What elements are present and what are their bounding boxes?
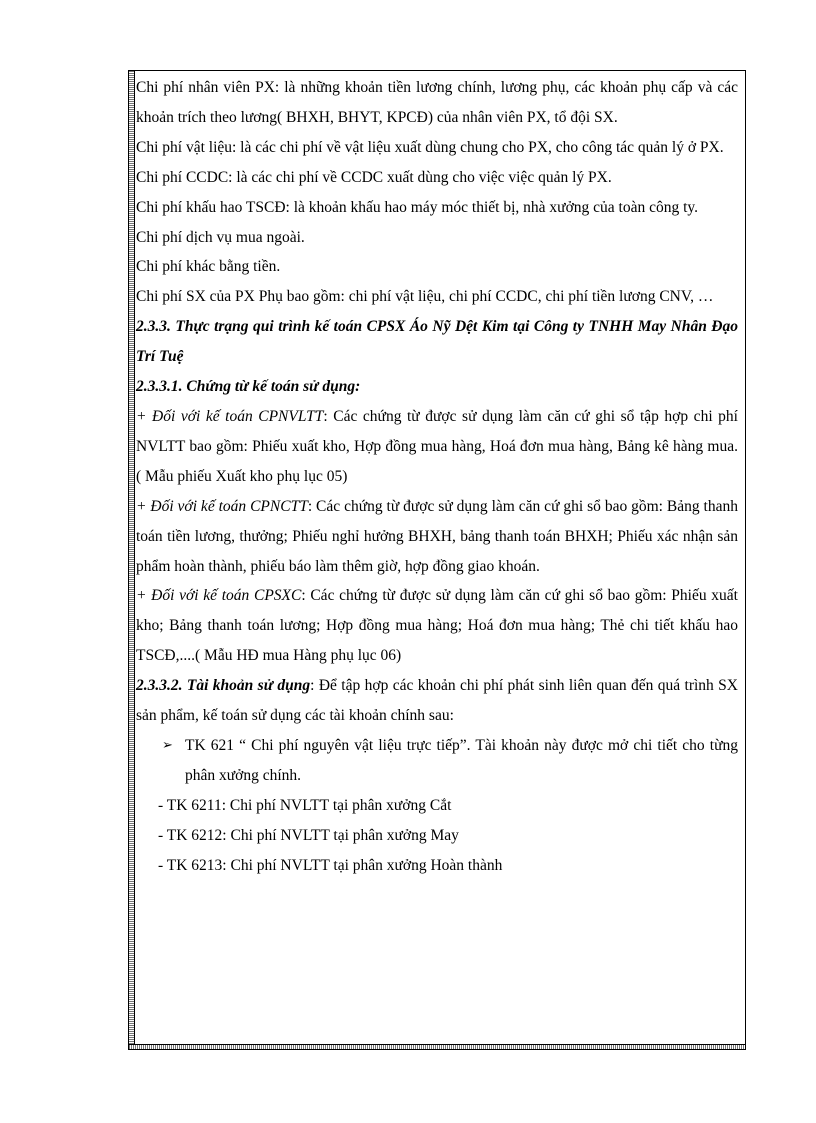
bullet-tk-621-text: TK 621 “ Chi phí nguyên vật liệu trực tiếp”. Tài khoản này được mở chi tiết cho từng phân xưởng chính.: [185, 736, 738, 784]
bullet-tk-621: [136, 731, 738, 791]
paragraph-material-cost: Chi phí vật liệu: là các chi phí về vật liệu xuất dùng chung cho PX, cho công tác quản lý ở PX.: [136, 138, 724, 156]
label-cpnctt: + Đối với kế toán CPNCTT: [136, 497, 308, 515]
paragraph-other-cost: Chi phí khác bằng tiền.: [136, 258, 281, 276]
paragraph-cpnvltt: [136, 402, 738, 492]
paragraph-cpsxc: [136, 581, 738, 671]
label-cpsxc: + Đối với kế toán CPSXC: [136, 587, 302, 605]
text-accounts-intro: : Để tập hợp các khoản chi phí phát sinh liên quan đến quá trình SX sản phẩm, kế toán sử dụng các tài khoản chính sau:: [136, 677, 738, 725]
account-line-6212: - TK 6212: Chi phí NVLTT tại phân xưởng May: [158, 826, 459, 844]
paragraph-accounts-used: [136, 671, 738, 731]
paragraph-auxiliary-workshop: Chi phí SX của PX Phụ bao gồm: chi phí vật liệu, chi phí CCDC, chi phí tiền lương CNV, …: [136, 288, 714, 306]
account-line-6213: - TK 6213: Chi phí NVLTT tại phân xưởng Hoàn thành: [158, 856, 503, 874]
text-cpsxc: : Các chứng từ được sử dụng làm căn cứ ghi sổ bao gồm: Phiếu xuất kho; Bảng thanh toán lương; Hợp đồng mua hàng; Hoá đơn mua hàng; Thẻ chi tiết khấu hao TSCĐ,....( Mẫu HĐ mua Hàng phụ lục 06): [136, 587, 738, 665]
arrow-bullet-icon: ➢: [162, 737, 173, 753]
account-line-6211: - TK 6211: Chi phí NVLTT tại phân xưởng Cắt: [158, 796, 452, 814]
heading-2-3-3: 2.3.3. Thực trạng qui trình kế toán CPSX Áo Nỹ Dệt Kim tại Công ty TNHH May Nhân Đạo Trí Tuệ: [136, 318, 738, 366]
text-cpnctt: : Các chứng từ được sử dụng làm căn cứ ghi sổ bao gồm: Bảng thanh toán tiền lương, thưởng; Phiếu nghỉ hưởng BHXH, bảng thanh toán BHXH; Phiếu xác nhận sản phẩm hoàn thành, phiếu báo làm thêm giờ, hợp đồng giao khoán.: [136, 497, 738, 575]
paragraph-depreciation-cost: Chi phí khấu hao TSCĐ: là khoản khấu hao máy móc thiết bị, nhà xưởng của toàn công ty.: [136, 198, 699, 216]
heading-2-3-3-1: 2.3.3.1. Chứng từ kế toán sử dụng:: [136, 378, 361, 396]
paragraph-tool-cost: Chi phí CCDC: là các chi phí về CCDC xuất dùng cho việc việc quản lý PX.: [136, 168, 612, 186]
heading-2-3-3-2: 2.3.3.2. Tài khoản sử dụng: [136, 677, 311, 695]
paragraph-staff-cost: Chi phí nhân viên PX: là những khoản tiền lương chính, lương phụ, các khoản phụ cấp và các khoản trích theo lương( BHXH, BHYT, KPCĐ) của nhân viên PX, tổ đội SX.: [136, 79, 738, 126]
paragraph-cpnctt: [136, 492, 738, 582]
paragraph-outsourced-service: Chi phí dịch vụ mua ngoài.: [136, 228, 305, 246]
label-cpnvltt: + Đối với kế toán CPNVLTT: [136, 407, 324, 425]
document-body: [136, 73, 738, 880]
text-cpnvltt: : Các chứng từ được sử dụng làm căn cứ ghi sổ tập hợp chi phí NVLTT bao gồm: Phiếu xuất kho, Hợp đồng mua hàng, Hoá đơn mua hàng, Bảng kê hàng mua. ( Mẫu phiếu Xuất kho phụ lục 05): [136, 407, 738, 485]
